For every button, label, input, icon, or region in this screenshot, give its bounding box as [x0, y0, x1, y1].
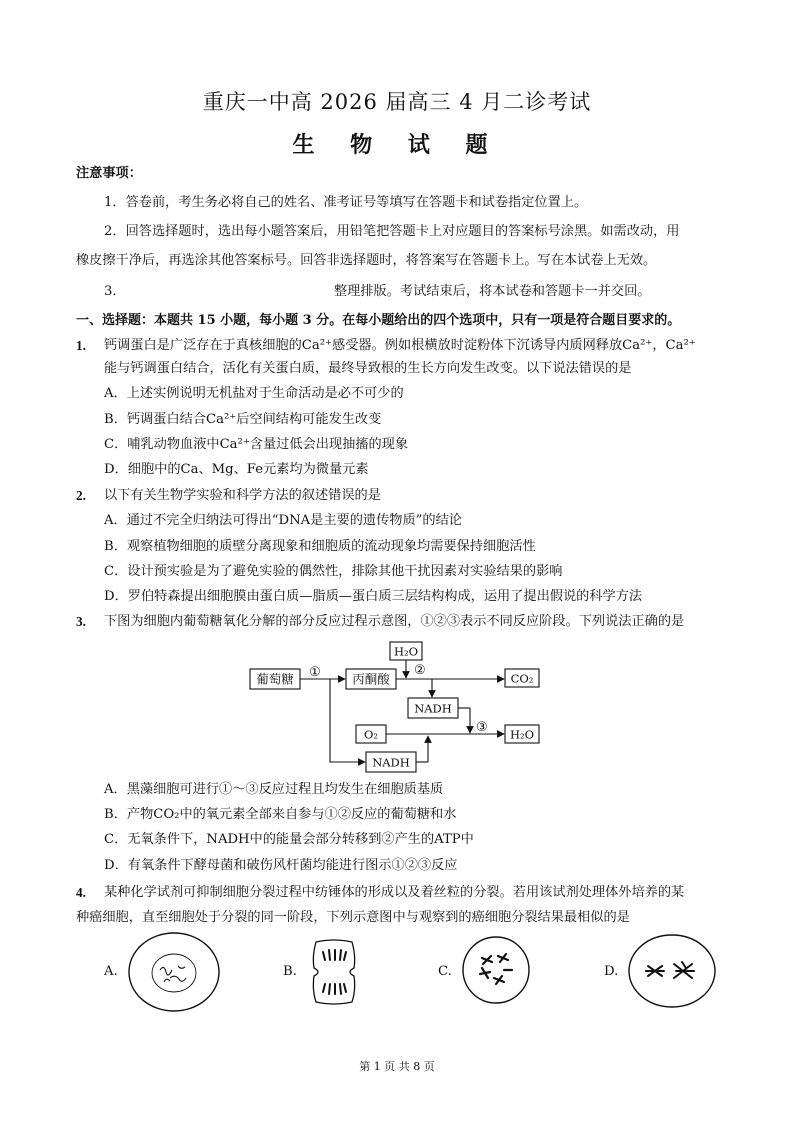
- question-3-stem: 下图为细胞内葡萄糖氧化分解的部分反应过程示意图，①②③表示不同反应阶段。下列说法正确的是: [104, 614, 685, 629]
- cell-c-figure: [460, 934, 532, 1006]
- question-4-option-d-label: D.: [604, 964, 619, 979]
- step-2-label: ②: [414, 663, 426, 678]
- question-4-option-c-label: C.: [438, 964, 452, 979]
- question-1-number: 1.: [76, 338, 86, 353]
- question-3-option-c: C．无氧条件下，NADH中的能量会部分转移到②产生的ATP中: [104, 832, 474, 847]
- question-1-option-b: B．钙调蛋白结合Ca²⁺后空间结构可能发生改变: [104, 412, 382, 427]
- page-number: 第 1 页 共 8 页: [359, 1060, 435, 1073]
- exam-title: 重庆一中高 2026 届高三 4 月二诊考试: [202, 90, 592, 114]
- question-2-option-c: C．设计预实验是为了避免实验的偶然性，排除其他干扰因素对实验结果的影响: [104, 564, 563, 579]
- notes-item-2-line1: 2．回答选择题时，选出每小题答案后，用铅笔把答题卡上对应题目的答案标号涂黑。如需改动，用: [104, 224, 680, 239]
- question-2-option-b: B．观察植物细胞的质壁分离现象和细胞质的流动现象均需要保持细胞活性: [104, 539, 536, 554]
- nadh-bottom-label: NADH: [372, 755, 410, 770]
- question-1-option-a: A．上述实例说明无机盐对于生命活动是必不可少的: [104, 386, 404, 401]
- section-heading: 一、选择题：本题共 15 小题，每小题 3 分。在每小题给出的四个选项中，只有一项是符合题目要求的。: [76, 313, 681, 328]
- question-3-option-b: B．产物CO₂中的氧元素全部来自参与①②反应的葡萄糖和水: [104, 807, 457, 822]
- question-4-stem-line1: 某种化学试剂可抑制细胞分裂过程中纺锤体的形成以及着丝粒的分裂。若用该试剂处理体外培养的某: [104, 885, 685, 900]
- question-4-stem-line2: 种癌细胞，直至细胞处于分裂的同一阶段，下列示意图中与观察到的癌细胞分裂结果最相似的是: [76, 910, 630, 925]
- water-output-label: H₂O: [509, 727, 535, 742]
- question-1-stem-line1: 钙调蛋白是广泛存在于真核细胞的Ca²⁺感受器。例如根横放时淀粉体下沉诱导内质网释放Ca²⁺，Ca²⁺: [104, 338, 696, 353]
- notes-item-1: 1．答卷前，考生务必将自己的姓名、准考证号等填写在答题卡和试卷指定位置上。: [104, 195, 588, 210]
- co2-label: CO₂: [510, 671, 534, 686]
- question-2-option-d: D．罗伯特森提出细胞膜由蛋白质—脂质—蛋白质三层结构构成，运用了提出假说的科学方法: [104, 589, 643, 604]
- question-3-number: 3.: [76, 614, 86, 629]
- question-3-option-d: D．有氧条件下酵母菌和破伤风杆菌均能进行图示①②③反应: [104, 858, 458, 873]
- question-2-option-a: A．通过不完全归纳法可得出“DNA是主要的遗传物质”的结论: [104, 513, 462, 528]
- oxygen-label: O₂: [363, 727, 379, 742]
- cell-a-figure: [126, 930, 222, 1014]
- water-input-label: H₂O: [393, 644, 419, 659]
- notes-item-2-line2: 橡皮擦干净后，再选涂其他答案标号。回答非选择题时，将答案写在答题卡上。写在本试卷上无效。: [76, 253, 657, 268]
- question-4-option-b-label: B.: [283, 964, 297, 979]
- question-2-stem: 以下有关生物学实验和科学方法的叙述错误的是: [104, 488, 381, 503]
- question-4-option-a-label: A.: [104, 964, 118, 979]
- notes-heading: 注意事项：: [76, 166, 142, 181]
- question-1-stem-line2: 能与钙调蛋白结合，活化有关蛋白质，最终导致根的生长方向发生改变。以下说法错误的是: [104, 361, 632, 376]
- subject-title: 生 物 试 题: [292, 132, 502, 158]
- question-2-number: 2.: [76, 488, 86, 503]
- step-3-label: ③: [476, 720, 488, 735]
- question-3-option-a: A．黑藻细胞可进行①～③反应过程且均发生在细胞质基质: [104, 782, 444, 797]
- cell-d-figure: [626, 932, 718, 1010]
- arrow-to-nadh-bottom: [330, 679, 365, 762]
- notes-item-3-number: 3．: [104, 284, 126, 299]
- notes-item-3-text: 整理排版。考试结束后，将本试卷和答题卡一并交回。: [334, 284, 651, 299]
- nadh-top-label: NADH: [414, 701, 452, 716]
- glucose-label: 葡萄糖: [256, 671, 294, 687]
- question-1-option-d: D．细胞中的Ca、Mg、Fe元素均为微量元素: [104, 462, 369, 477]
- question-4-number: 4.: [76, 885, 86, 900]
- step-1-label: ①: [309, 665, 321, 680]
- pyruvate-label: 丙酮酸: [352, 671, 390, 687]
- glucose-oxidation-diagram: [240, 636, 560, 776]
- cell-b-figure: [310, 938, 358, 1006]
- question-1-option-c: C．哺乳动物血液中Ca²⁺含量过低会出现抽搐的现象: [104, 437, 409, 452]
